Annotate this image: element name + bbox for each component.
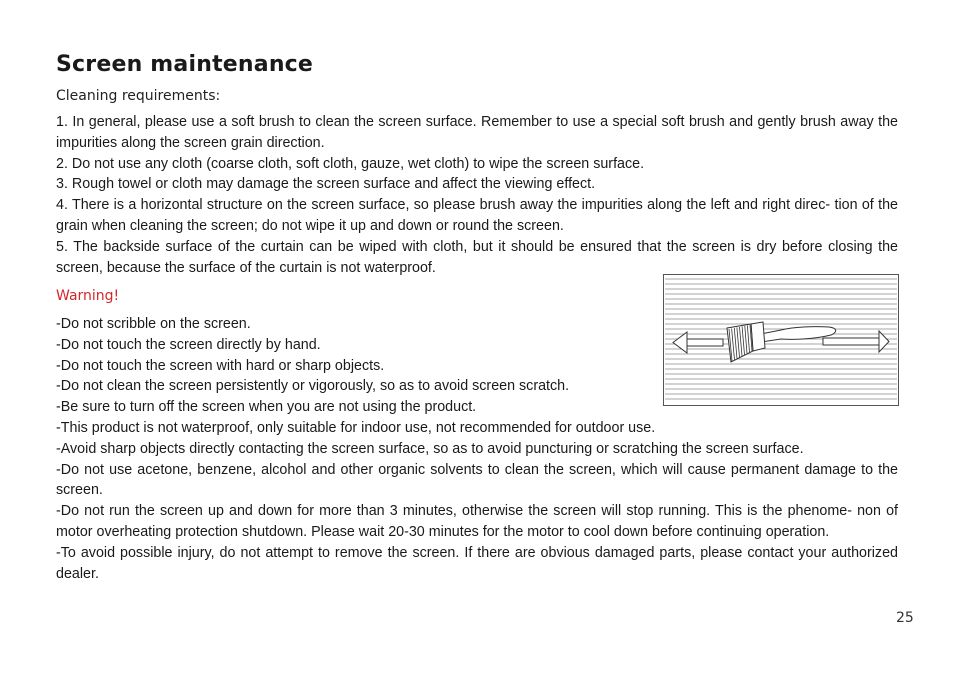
cleaning-item-1: 1. In general, please use a soft brush to clean the screen surface. Remember to use a special soft brush and gently brush away the impurities along the screen grain direction.	[56, 114, 898, 151]
warning-item-5: -Be sure to turn off the screen when you are not using the product.	[56, 399, 477, 416]
warning-item-9: -Do not run the screen up and down for more than 3 minutes, otherwise the screen will stop running. This is the phenome- non of motor overheating protection shutdown. Please wait 20-30 minutes for the motor to cool down before continuing operation.	[56, 503, 898, 540]
warning-item-7: -Avoid sharp objects directly contacting the screen surface, so as to avoid puncturing or scratching the screen surface.	[56, 440, 804, 457]
page-number: 25	[896, 610, 914, 626]
screen-grain-figure	[663, 274, 899, 406]
warning-item-2: -Do not touch the screen directly by hand.	[56, 336, 321, 353]
cleaning-item-4: 4. There is a horizontal structure on the screen surface, so please brush away the impurities along the left and right direc- tion of the grain when cleaning the screen; do not wipe it up and down or round the screen.	[56, 197, 898, 234]
warning-item-1: -Do not scribble on the screen.	[56, 316, 251, 332]
cleaning-requirements-heading: Cleaning requirements:	[56, 88, 221, 104]
warning-item-10: -To avoid possible injury, do not attempt to remove the screen. If there are obvious damaged parts, please contact your authorized dealer.	[56, 544, 898, 582]
warning-item-6: -This product is not waterproof, only suitable for indoor use, not recommended for outdoor use.	[56, 419, 656, 436]
warning-item-3: -Do not touch the screen with hard or sharp objects.	[56, 357, 385, 374]
cleaning-item-2: 2. Do not use any cloth (coarse cloth, soft cloth, gauze, wet cloth) to wipe the screen surface.	[56, 155, 645, 172]
cleaning-item-5: 5. The backside surface of the curtain can be wiped with cloth, but it should be ensured that the screen is dry before closing the screen, because the surface of the curtain is not waterproof.	[56, 238, 898, 276]
cleaning-item-3: 3. Rough towel or cloth may damage the screen surface and affect the viewing effect.	[56, 176, 596, 193]
warning-heading: Warning!	[56, 288, 120, 304]
page-title: Screen maintenance	[56, 52, 314, 77]
cleaning-requirements-list	[56, 112, 898, 278]
brush-cleaning-illustration	[663, 274, 899, 406]
warning-item-4: -Do not clean the screen persistently or vigorously, so as to avoid screen scratch.	[56, 378, 570, 395]
warning-item-8: -Do not use acetone, benzene, alcohol and other organic solvents to clean the screen, which will cause permanent damage to the screen.	[56, 461, 898, 499]
